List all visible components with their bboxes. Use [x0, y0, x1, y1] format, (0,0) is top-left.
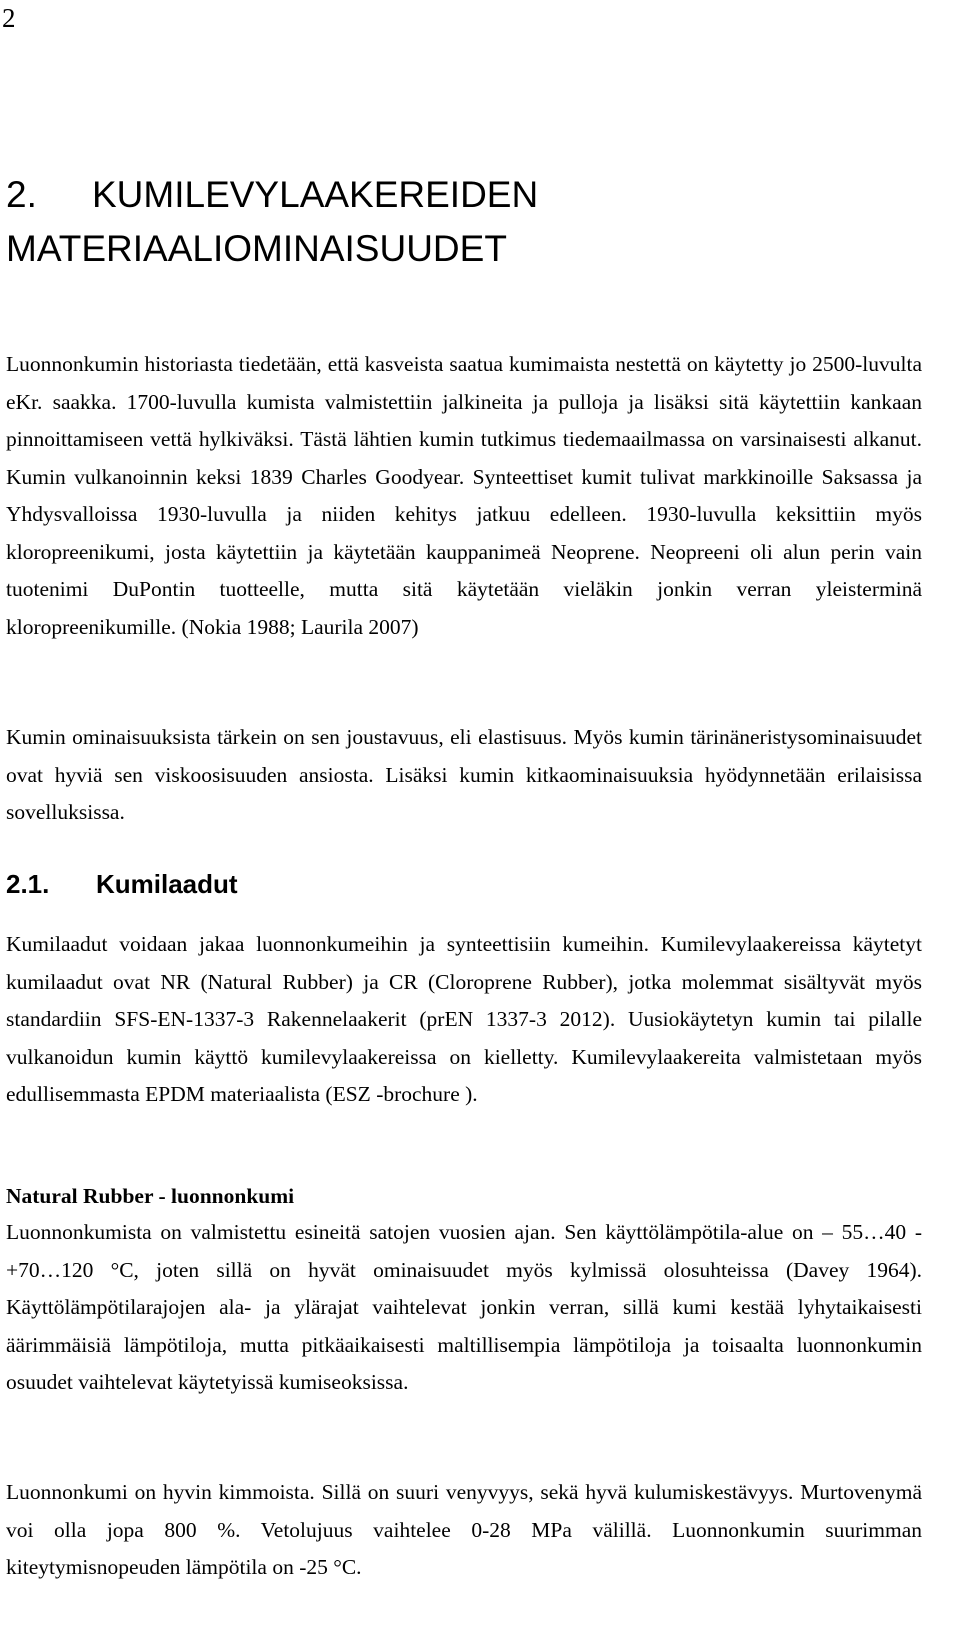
section-title-text: Kumilaadut [96, 869, 238, 899]
properties-paragraph: Kumin ominaisuuksista tärkein on sen joustavuus, eli elastisuus. Myös kumin tärinäneristysominaisuudet ovat hyviä sen viskoosisuuden ansiosta. Lisäksi kumin kitkaominaisuuksia hyödynnetään erilaisissa sovelluksissa. [6, 725, 922, 824]
section-paragraph: Kumilaadut voidaan jakaa luonnonkumeihin ja synteettisiin kumeihin. Kumilevylaakereissa käytetyt kumilaadut ovat NR (Natural Rubber) ja CR (Cloroprene Rubber), jotka molemmat sisältyvät myös standardiin SFS-EN-1337-3 Rakennelaakerit (prEN 1337-3 2012). Uusiokäytetyn kumin tai pilalle vulkanoidun kumin käyttö kumilevylaakereissa on kielletty. Kumilevylaakereita valmistetaan myös edullisemmasta EPDM materiaalista (ESZ -brochure ). [6, 932, 922, 1106]
chapter-title-text: KUMILEVYLAAKEREIDEN MATERIAALIOMINAISUUDET [6, 174, 539, 269]
natural-rubber-paragraph-1: Luonnonkumista on valmistettu esineitä satojen vuosien ajan. Sen käyttölämpötila-alue on – 55…40 - +70…120 °C, joten sillä on hyvät ominaisuudet myös kylmissä olosuhteissa (Davey 1964). Käyttölämpötilarajojen ala- ja ylärajat vaihtelevat jonkin verran, sillä kumi kestää lyhytaikaisesti äärimmäisiä lämpötiloja, mutta pitkäaikaisesti maltillisempia lämpötiloja ja toisaalta luonnonkumin osuudet vaihtelevat käytetyissä kumiseoksissa. [6, 1220, 922, 1394]
intro-paragraph: Luonnonkumin historiasta tiedetään, että kasveista saatua kumimaista nestettä on käytetty jo 2500-luvulta eKr. saakka. 1700-luvulla kumista valmistettiin jalkineita ja pulloja ja lisäksi sitä käytettiin kankaan pinnoittamiseen vettä hylkiväksi. Tästä lähtien kumin tutkimus tiedemaailmassa on varsinaisesti alkanut. Kumin vulkanoinnin keksi 1839 Charles Goodyear. Synteettiset kumit tulivat markkinoille Saksassa ja Yhdysvalloissa 1930-luvulla ja niiden kehitys jatkuu edelleen. 1930-luvulla keksittiin myös kloropreenikumi, josta käytettiin ja käytetään kauppanimeä Neoprene. Neopreeni oli alun perin vain tuotenimi DuPontin tuotteelle, mutta sitä käytetään vieläkin jonkin verran yleisterminä kloropreenikumille. (Nokia 1988; Laurila 2007) [6, 352, 922, 639]
natural-rubber-heading: Natural Rubber - luonnonkumi [6, 1184, 295, 1208]
section-title [6, 864, 238, 904]
page-number: 2 [2, 3, 16, 33]
natural-rubber-paragraph-2: Luonnonkumi on hyvin kimmoista. Sillä on suuri venyvyys, sekä hyvä kulumiskestävyys. Murtovenymä voi olla jopa 800 %. Vetolujuus vaihtelee 0-28 MPa välillä. Luonnonkumin suurimman kiteytymisnopeuden lämpötila on -25 °C. [6, 1480, 922, 1579]
chapter-number: 2. [6, 174, 37, 215]
chapter-title [6, 168, 926, 276]
section-number: 2.1. [6, 869, 50, 899]
